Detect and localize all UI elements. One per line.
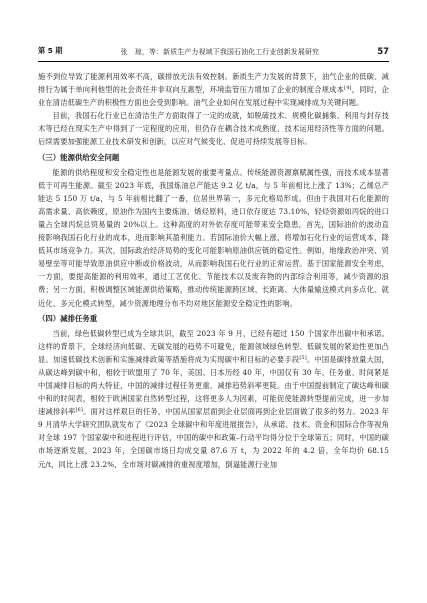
running-title: 张 琼，等：新质生产力视域下我国石油化工行业创新发展研究	[120, 48, 320, 56]
citation-ref: [5]	[299, 354, 307, 361]
section-heading: （三）能源供给安全问题	[38, 152, 120, 162]
issue-label: 第 5 期	[38, 46, 63, 55]
paragraph-continued: 施不到位导致了能源利用效率不高，碳排放无法有效控制。新质生产力发展的背景下，油气企业的低碳、减排行为属于单向利他型的社会责任并非双向互惠型，环境监管压力增加了企业的制度合规成本[4]，同时，企业在清洁低碳生产的积极性方面也会受到影响。油气企业如何在发展过程中实现减排成为关键问题。	[38, 72, 389, 108]
paragraph: 当前，绿色低碳转型已成为全球共识，截至 2023 年 9 月，已经有超过 150 个国家作出碳中和承诺。这样的背景下，全球经济向低碳、无碳发展的趋势不可避免，能源领域绿色转型、低碳发展的紧迫性更加凸显。加速低碳技术创新和实施减排政策等措施将成为实现碳中和目标的必要手段[5]。中国是碳排放量大国，从碳达峰到碳中和，相较于欧盟用了 70 年，美国、日本历经 40 年，中国仅有 30 年。任务重、时间紧是中国减排目标的两大特征，中国的减排过程任务更重、减排趋势斜率更陡。由于中国提前制定了碳达峰和碳中和的时间表，相较于欧洲国家自然转型过程，这将更多人为因素，可能促使能源转型提前完成，进一步加速减排斜率[6]。面对这样艰巨的任务，中国从国家层面到企业层面再到企业层面做了很多的努力。2023 年 9 月清华大学研究团队就发布了《2023 全球碳中和年度进展报告》，从承诺、技术、资金和国际合作等视角对全球 197 个国家碳中和进程进行评估，中国的碳中和政策–行动平均得分位于全球第五；同时，中国的碳市场逐渐发展，2023 年，全国碳市场日均成交量 87.6 万 t，为 2022 年的 4.2 倍，全年均价 68.15 元/t，同比上涨 23.2%，全市场对碳减排的重视度增加，倒逼能源行业加	[38, 328, 389, 469]
section-heading: （四）减排任务重	[38, 313, 98, 323]
page-number: 57	[377, 46, 389, 56]
citation-ref: [4]	[344, 85, 352, 92]
article-body	[38, 70, 389, 581]
paragraph: 能源的供给程度和安全稳定性也是能源发展的重要考量点。传统能源资源禀赋属性强，而技术成本显著低于可再生能源。截至 2023 年底，我国炼油总产能达 9.2 亿 t/a，与 5 年前相比上涨了 13%；乙烯总产能达 5 150 万 t/a，与 5 年前相比翻了一番，位居世界第一，多元化格局形成。但由于我国对石化能源的高需求量、高依赖度，原油作为国内主要炼油、烯烃原料，进口依存度达 73.10%，轻烃资源如丙烷的进口量占全球丙烷总贸易量的 20%以上。这种高度的对外依存度可能带来安全隐患，首先，国际油价的波动直接影响我国石化行业的成本，进而影响其盈利能力。若国际油价大幅上涨，将增加石化行业的运营成本，降低其市场竞争力。其次，国际政治经济局势的变化可能影响原油供应链的稳定性。例如，地缘政治冲突、贸易壁垒等可能导致原油供应中断或价格波动，从而影响我国石化行业的正常运营。基于国家能源安全考虑，一方面，要提高能源的利用效率，通过工艺优化、节能技术以及废弃物的内部综合利用等，减少资源的浪费；另一方面，积极调整区域能源供给策略，推动传统能源跨区域、长距离、大体量输送模式向多点化、就近化、多元化模式转型，减少资源地理分布不均对地区能源安全稳定性的影响。	[38, 167, 389, 308]
running-header	[38, 44, 389, 62]
citation-ref: [6]	[75, 407, 83, 414]
paragraph: 目前，我国石化行业已在清洁生产方面取得了一定的成就，如脱硫技术、规模化碳捕集、利用与封存技术等已经在现实生产中得到了一定程度的应用，但仍存在耦合技术成熟度、技术运用经济性等方面的问题。后续需要加强能源工业技术研发和创新，以应对气候变化、促进可持续发展等目标。	[38, 111, 389, 147]
